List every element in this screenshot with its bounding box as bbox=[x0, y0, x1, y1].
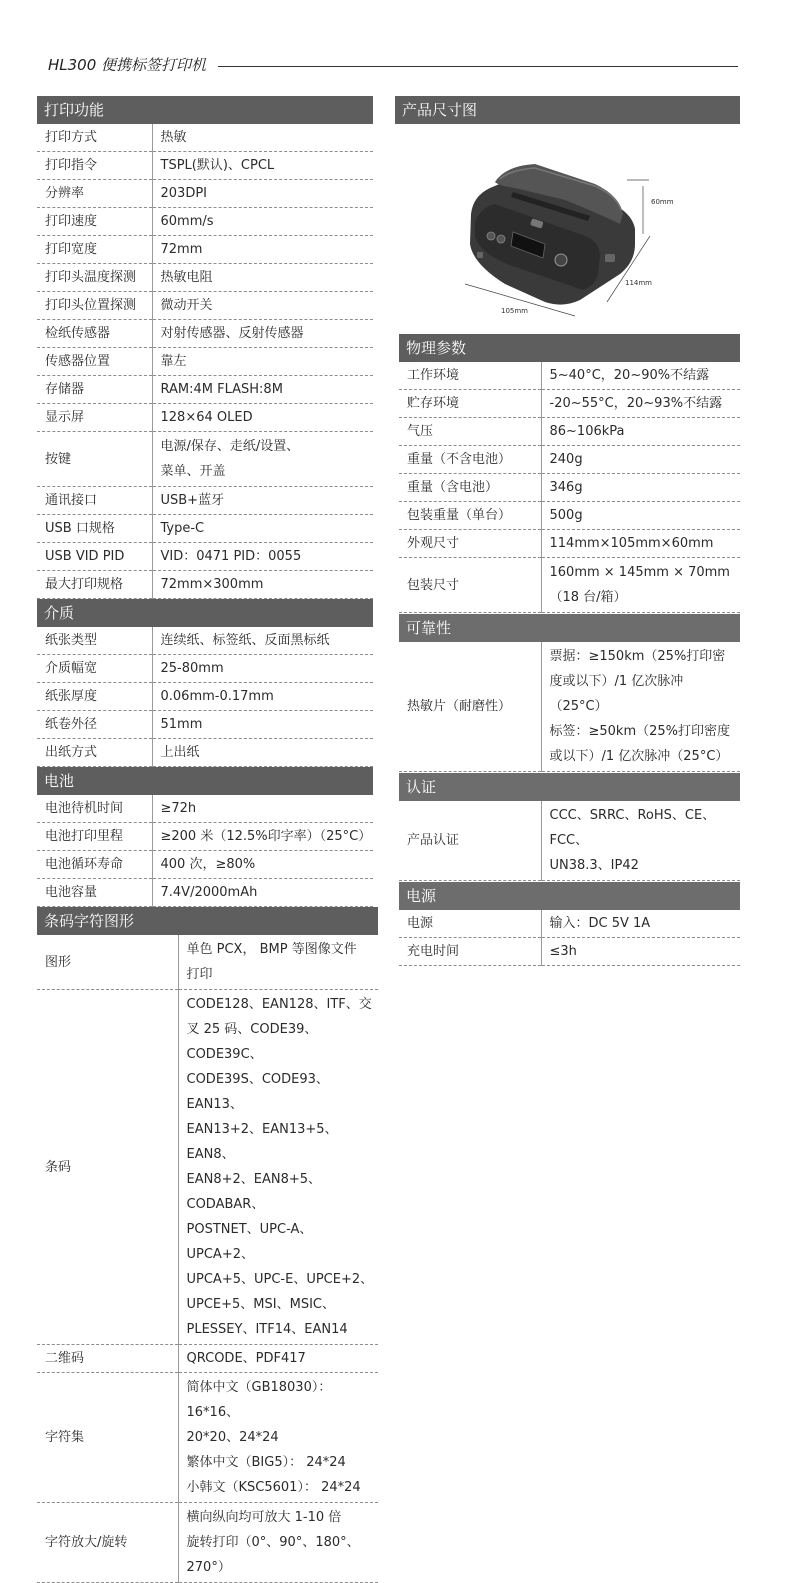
spec-row bbox=[399, 418, 740, 446]
spec-row bbox=[399, 938, 740, 966]
spec-row bbox=[37, 990, 378, 1345]
reliability-spec-table bbox=[399, 642, 740, 772]
spec-value: 7.4V/2000mAh bbox=[152, 879, 373, 907]
spec-row bbox=[399, 362, 740, 390]
title-divider bbox=[218, 66, 738, 67]
spec-row bbox=[37, 543, 373, 571]
spec-key: 按键 bbox=[37, 432, 152, 487]
spec-value: ≥200 米（12.5%印字率）（25°C） bbox=[152, 823, 373, 851]
spec-key: 显示屏 bbox=[37, 404, 152, 432]
spec-value: 微动开关 bbox=[152, 292, 373, 320]
spec-row bbox=[37, 879, 373, 907]
spec-row bbox=[37, 236, 373, 264]
spec-key: 最大打印规格 bbox=[37, 571, 152, 599]
spec-key: 包装尺寸 bbox=[399, 558, 541, 613]
section-header-cert: 认证 bbox=[399, 773, 740, 801]
spec-value: USB+蓝牙 bbox=[152, 487, 373, 515]
section-header-barcode: 条码字符图形 bbox=[37, 907, 378, 935]
spec-row bbox=[37, 180, 373, 208]
spec-row bbox=[37, 376, 373, 404]
spec-row bbox=[37, 571, 373, 599]
spec-key: 热敏片（耐磨性） bbox=[399, 642, 541, 772]
spec-value: 60mm/s bbox=[152, 208, 373, 236]
spec-row bbox=[37, 1373, 378, 1503]
section-header-battery: 电池 bbox=[37, 767, 373, 795]
section-header-media: 介质 bbox=[37, 599, 373, 627]
section-header-reliability: 可靠性 bbox=[399, 614, 740, 642]
dim-width-label: 105mm bbox=[501, 307, 528, 315]
spec-key: 外观尺寸 bbox=[399, 530, 541, 558]
spec-row bbox=[399, 910, 740, 938]
right-column bbox=[395, 96, 740, 966]
spec-key: 纸张厚度 bbox=[37, 683, 152, 711]
spec-value: 72mm×300mm bbox=[152, 571, 373, 599]
spec-value: 160mm × 145mm × 70mm （18 台/箱） bbox=[541, 558, 740, 613]
spec-row bbox=[399, 801, 740, 881]
cert-spec-table bbox=[399, 801, 740, 881]
spec-key: 纸张类型 bbox=[37, 627, 152, 655]
spec-key: 贮存环境 bbox=[399, 390, 541, 418]
spec-value: 靠左 bbox=[152, 348, 373, 376]
page-title: HL300 便携标签打印机 bbox=[48, 55, 207, 74]
spec-value: 连续纸、标签纸、反面黑标纸 bbox=[152, 627, 373, 655]
spec-value: 400 次，≥80% bbox=[152, 851, 373, 879]
spec-row bbox=[37, 823, 373, 851]
print-spec-table bbox=[37, 124, 373, 599]
spec-key: 字符集 bbox=[37, 1373, 178, 1503]
spec-row bbox=[37, 487, 373, 515]
spec-value: 240g bbox=[541, 446, 740, 474]
spec-row bbox=[37, 1503, 378, 1583]
section-header-physical: 物理参数 bbox=[399, 334, 740, 362]
spec-value: ≥72h bbox=[152, 795, 373, 823]
spec-value: QRCODE、PDF417 bbox=[178, 1345, 378, 1373]
spec-row bbox=[399, 530, 740, 558]
spec-key: 存储器 bbox=[37, 376, 152, 404]
spec-value: 72mm bbox=[152, 236, 373, 264]
spec-key: 字符放大/旋转 bbox=[37, 1503, 178, 1583]
product-dimension-figure bbox=[395, 124, 736, 334]
spec-value: 0.06mm-0.17mm bbox=[152, 683, 373, 711]
spec-key: 打印头位置探测 bbox=[37, 292, 152, 320]
spec-key: 介质幅宽 bbox=[37, 655, 152, 683]
spec-row bbox=[399, 558, 740, 613]
spec-value: 114mm×105mm×60mm bbox=[541, 530, 740, 558]
spec-key: 电池容量 bbox=[37, 879, 152, 907]
spec-row bbox=[37, 739, 373, 767]
spec-row bbox=[37, 124, 373, 152]
spec-row bbox=[37, 795, 373, 823]
spec-row bbox=[37, 432, 373, 487]
spec-value: 25-80mm bbox=[152, 655, 373, 683]
physical-spec-table bbox=[399, 362, 740, 613]
spec-row bbox=[37, 404, 373, 432]
battery-spec-table bbox=[37, 795, 373, 907]
spec-row bbox=[399, 390, 740, 418]
spec-key: 打印指令 bbox=[37, 152, 152, 180]
spec-value: 346g bbox=[541, 474, 740, 502]
spec-key: 气压 bbox=[399, 418, 541, 446]
spec-key: 充电时间 bbox=[399, 938, 541, 966]
spec-value: 输入：DC 5V 1A bbox=[541, 910, 740, 938]
spec-key: 打印宽度 bbox=[37, 236, 152, 264]
spec-key: 电源 bbox=[399, 910, 541, 938]
spec-value: RAM:4M FLASH:8M bbox=[152, 376, 373, 404]
spec-row bbox=[37, 851, 373, 879]
spec-row bbox=[37, 152, 373, 180]
spec-key: 打印头温度探测 bbox=[37, 264, 152, 292]
spec-value: 电源/保存、走纸/设置、 菜单、开盖 bbox=[152, 432, 373, 487]
spec-row bbox=[399, 474, 740, 502]
spec-key: 打印速度 bbox=[37, 208, 152, 236]
spec-row bbox=[37, 655, 373, 683]
dim-height-label: 60mm bbox=[651, 198, 674, 206]
barcode-spec-table bbox=[37, 935, 378, 1583]
spec-row bbox=[399, 446, 740, 474]
spec-key: 电池待机时间 bbox=[37, 795, 152, 823]
media-spec-table bbox=[37, 627, 373, 767]
spec-key: 重量（含电池） bbox=[399, 474, 541, 502]
spec-key: 通讯接口 bbox=[37, 487, 152, 515]
spec-value: TSPL(默认)、CPCL bbox=[152, 152, 373, 180]
spec-row bbox=[37, 320, 373, 348]
spec-value: 热敏电阻 bbox=[152, 264, 373, 292]
spec-key: 分辨率 bbox=[37, 180, 152, 208]
spec-value: CODE128、EAN128、ITF、交 叉 25 码、CODE39、CODE39C、 CODE39S、CODE93、EAN13、 EAN13+2、EAN13+5、EAN8、 EAN8+2、EAN8+5、CODABAR、 POSTNET、UPC-A、UPCA+2、 UPCA+5、UPC-E、UPCE+2、 UPCE+5、MSI、MSIC、 PLESSEY、ITF14、EAN14 bbox=[178, 990, 378, 1345]
spec-key: 重量（不含电池） bbox=[399, 446, 541, 474]
spec-row bbox=[399, 502, 740, 530]
spec-row bbox=[37, 292, 373, 320]
spec-value: Type-C bbox=[152, 515, 373, 543]
spec-value: 5~40°C，20~90%不结露 bbox=[541, 362, 740, 390]
spec-key: 出纸方式 bbox=[37, 739, 152, 767]
spec-value: ≤3h bbox=[541, 938, 740, 966]
spec-row bbox=[37, 683, 373, 711]
spec-value: 128×64 OLED bbox=[152, 404, 373, 432]
spec-row bbox=[37, 627, 373, 655]
spec-row bbox=[399, 642, 740, 772]
dim-depth-label: 114mm bbox=[625, 279, 652, 287]
spec-row bbox=[37, 1345, 378, 1373]
spec-value: 500g bbox=[541, 502, 740, 530]
printer-image bbox=[395, 124, 740, 334]
spec-value: 203DPI bbox=[152, 180, 373, 208]
spec-value: CCC、SRRC、RoHS、CE、FCC、 UN38.3、IP42 bbox=[541, 801, 740, 881]
spec-key: 电池打印里程 bbox=[37, 823, 152, 851]
spec-key: 检纸传感器 bbox=[37, 320, 152, 348]
spec-value: 86~106kPa bbox=[541, 418, 740, 446]
spec-key: 包装重量（单台） bbox=[399, 502, 541, 530]
spec-value: 热敏 bbox=[152, 124, 373, 152]
spec-key: 图形 bbox=[37, 935, 178, 990]
spec-value: VID：0471 PID：0055 bbox=[152, 543, 373, 571]
left-column bbox=[37, 96, 373, 1583]
power-spec-table bbox=[399, 910, 740, 966]
spec-key: 电池循环寿命 bbox=[37, 851, 152, 879]
spec-row bbox=[37, 208, 373, 236]
spec-value: 简体中文（GB18030）：16*16、 20*20、24*24 繁体中文（BIG5）： 24*24 小韩文（KSC5601）： 24*24 bbox=[178, 1373, 378, 1503]
spec-value: -20~55°C，20~93%不结露 bbox=[541, 390, 740, 418]
spec-value: 对射传感器、反射传感器 bbox=[152, 320, 373, 348]
spec-key: 纸卷外径 bbox=[37, 711, 152, 739]
spec-key: 条码 bbox=[37, 990, 178, 1345]
spec-row bbox=[37, 264, 373, 292]
spec-key: USB VID PID bbox=[37, 543, 152, 571]
spec-key: USB 口规格 bbox=[37, 515, 152, 543]
spec-key: 打印方式 bbox=[37, 124, 152, 152]
spec-value: 51mm bbox=[152, 711, 373, 739]
spec-row bbox=[37, 935, 378, 990]
section-header-print: 打印功能 bbox=[37, 96, 373, 124]
spec-value: 横向纵向均可放大 1-10 倍 旋转打印（0°、90°、180°、270°） bbox=[178, 1503, 378, 1583]
spec-key: 产品认证 bbox=[399, 801, 541, 881]
spec-key: 传感器位置 bbox=[37, 348, 152, 376]
spec-value: 票据：≥150km（25%打印密 度或以下）/1 亿次脉冲（25°C） 标签：≥50km（25%打印密度 或以下）/1 亿次脉冲（25°C） bbox=[541, 642, 740, 772]
section-header-size: 产品尺寸图 bbox=[395, 96, 740, 124]
spec-value: 单色 PCX， BMP 等图像文件 打印 bbox=[178, 935, 378, 990]
spec-key: 工作环境 bbox=[399, 362, 541, 390]
section-header-power: 电源 bbox=[399, 882, 740, 910]
spec-row bbox=[37, 515, 373, 543]
spec-value: 上出纸 bbox=[152, 739, 373, 767]
page-title-row bbox=[48, 53, 738, 75]
spec-row bbox=[37, 348, 373, 376]
spec-row bbox=[37, 711, 373, 739]
spec-key: 二维码 bbox=[37, 1345, 178, 1373]
